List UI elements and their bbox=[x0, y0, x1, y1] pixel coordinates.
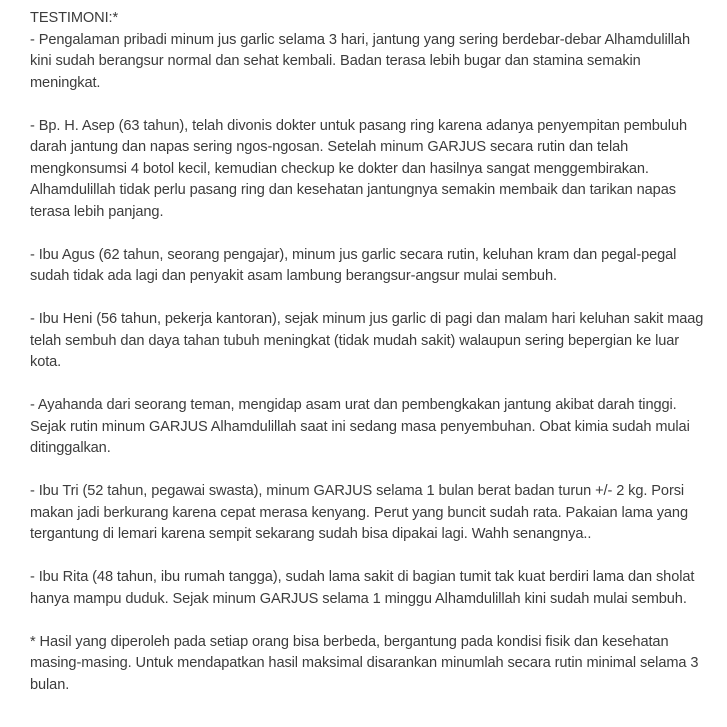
testimonial-rita: - Ibu Rita (48 tahun, ibu rumah tangga), sudah lama sakit di bagian tumit tak kuat berdiri lama dan sholat hanya mampu duduk. Sejak minum GARJUS selama 1 minggu Alhamdulillah kini sudah mulai sembuh. bbox=[30, 569, 695, 607]
testimonial-heni: - Ibu Heni (56 tahun, pekerja kantoran), sejak minum jus garlic di pagi dan malam hari keluhan sakit maag telah sembuh dan daya tahan tubuh meningkat (tidak mudah sakit) walaupun sering bepergian ke luar kota. bbox=[30, 311, 704, 370]
testimonial-agus: - Ibu Agus (62 tahun, seorang pengajar), minum jus garlic secara rutin, keluhan kram dan pegal-pegal sudah tidak ada lagi dan penyakit asam lambung berangsur-angsur mulai sembuh. bbox=[30, 246, 677, 284]
disclaimer-note: * Hasil yang diperoleh pada setiap orang bisa berbeda, bergantung pada kondisi fisik dan kesehatan masing-masing. Untuk mendapatkan hasil maksimal disarankan minumlah secara rutin minimal selama 3 bulan. bbox=[30, 633, 699, 693]
testimonial-asep: - Bp. H. Asep (63 tahun), telah divonis dokter untuk pasang ring karena adanya penyempitan pembuluh darah jantung dan napas sering ngos-ngosan. Setelah minum GARJUS secara rutin dan telah mengkonsumsi 4 botol kecil, kemudian checkup ke dokter dan hasilnya sangat menggembirakan. Alhamdulillah tidak perlu pasang ring dan kesehatan jantungnya semakin membaik dan tarikan napas terasa lebih panjang. bbox=[30, 117, 687, 220]
testimonial-personal: - Pengalaman pribadi minum jus garlic selama 3 hari, jantung yang sering berdebar-debar Alhamdulillah kini sudah berangsur normal dan sehat kembali. Badan terasa lebih bugar dan stamina semakin meningkat. bbox=[30, 31, 690, 91]
testimonial-tri: - Ibu Tri (52 tahun, pegawai swasta), minum GARJUS selama 1 bulan berat badan turun +/- 2 kg. Porsi makan jadi berkurang karena cepat merasa kenyang. Perut yang buncit sudah rata. Pakaian lama yang tergantung di lemari karena sempit sekarang sudah bisa dipakai lagi. Wahh senangnya.. bbox=[30, 483, 688, 542]
testimonial-ayahanda: - Ayahanda dari seorang teman, mengidap asam urat dan pembengkakan jantung akibat darah tinggi. Sejak rutin minum GARJUS Alhamdulillah saat ini sedang masa penyembuhan. Obat kimia sudah mulai ditinggalkan. bbox=[30, 397, 690, 456]
testimonial-heading: TESTIMONI:* bbox=[30, 10, 119, 26]
